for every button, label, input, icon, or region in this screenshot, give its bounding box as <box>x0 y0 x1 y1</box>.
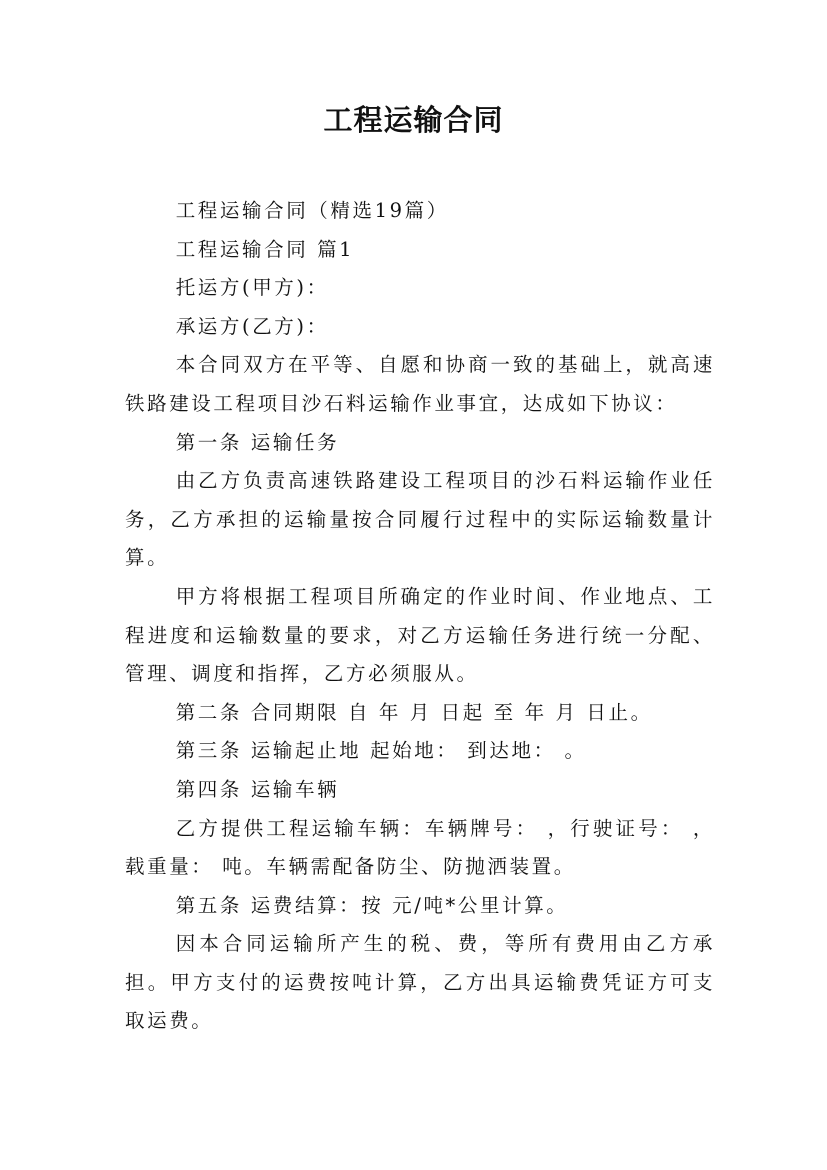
document-title: 工程运输合同 <box>323 103 504 137</box>
article-1-heading: 第一条 运输任务 <box>175 430 340 454</box>
article-1-text-2: 甲方将根据工程项目所确定的作业时间、作业地点、工程进度和运输数量的要求，对乙方运输任务进行统一分配、管理、调度和指挥，乙方必须服从。 <box>125 584 715 686</box>
article-2: 第二条 合同期限 自 年 月 日起 至 年 月 日止。 <box>175 700 653 724</box>
article-1-text: 由乙方负责高速铁路建设工程项目的沙石料运输作业任务，乙方承担的运输量按合同履行过程中的实际运输数量计算。 <box>125 469 715 570</box>
paragraph-party-a: 托运方(甲方)： <box>175 276 329 300</box>
paragraph-preamble: 本合同双方在平等、自愿和协商一致的基础上，就高速铁路建设工程项目沙石料运输作业事宜，达成如下协议： <box>125 353 715 415</box>
article-3: 第三条 运输起止地 起始地： 到达地： 。 <box>175 739 587 763</box>
article-4-heading: 第四条 运输车辆 <box>175 777 340 801</box>
article-5-text: 因本合同运输所产生的税、费，等所有费用由乙方承担。甲方支付的运费按吨计算，乙方出具运输费凭证方可支取运费。 <box>125 932 715 1033</box>
paragraph-section-heading: 工程运输合同 篇1 <box>175 237 355 261</box>
article-5: 第五条 运费结算：按 元/吨*公里计算。 <box>175 893 569 917</box>
document-body <box>125 192 715 1041</box>
paragraph-subtitle: 工程运输合同（精选19篇） <box>175 199 449 222</box>
paragraph-party-b: 承运方(乙方)： <box>175 314 329 338</box>
article-4-text: 乙方提供工程运输车辆：车辆牌号： ，行驶证号： ，载重量： 吨。车辆需配备防尘、防抛洒装置。 <box>125 816 715 879</box>
